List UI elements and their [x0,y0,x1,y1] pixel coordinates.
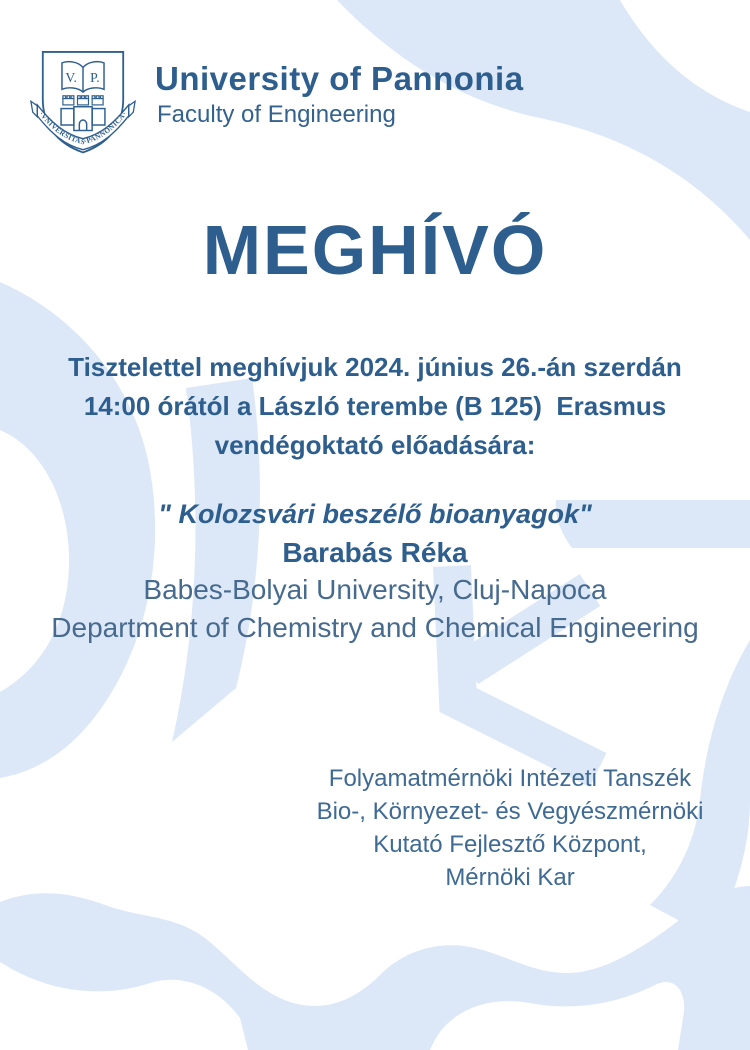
organizer-block [290,762,730,894]
speaker-university: Babes-Bolyai University, Cluj-Napoca [143,574,607,605]
crest-book-letter-v: V. [65,70,77,86]
university-crest-logo [30,42,136,166]
organizer-line-3: Kutató Fejlesztő Központ, [373,831,647,858]
invitation-text [0,348,750,465]
lecture-title: " Kolozsvári beszélő bioanyagok" [158,499,592,529]
organizer-line-1: Folyamatmérnöki Intézeti Tanszék [328,765,692,792]
faculty-name: Faculty of Engineering [157,101,396,128]
invitation-line-3: vendégoktató előadására: [214,430,536,460]
invitation-line-2: 14:00 órától a László terembe (B 125) Erasmus [83,391,667,421]
invitation-line-1: Tisztelettel meghívjuk 2024. június 26.-án szerdán [68,352,682,382]
speaker-name: Barabás Réka [282,537,468,568]
crest-book-letter-p: P. [90,70,100,86]
organizer-line-4: Mérnöki Kar [445,864,575,891]
university-name: University of Pannonia [155,60,524,97]
crest-ribbon-text: ·VNIVERSITAS·PANNONICA· [37,109,129,147]
speaker-department: Department of Chemistry and Chemical Engineering [51,612,699,643]
page-title: MEGHÍVÓ [202,211,548,289]
organizer-line-2: Bio-, Környezet- és Vegyészmérnöki [316,798,704,825]
